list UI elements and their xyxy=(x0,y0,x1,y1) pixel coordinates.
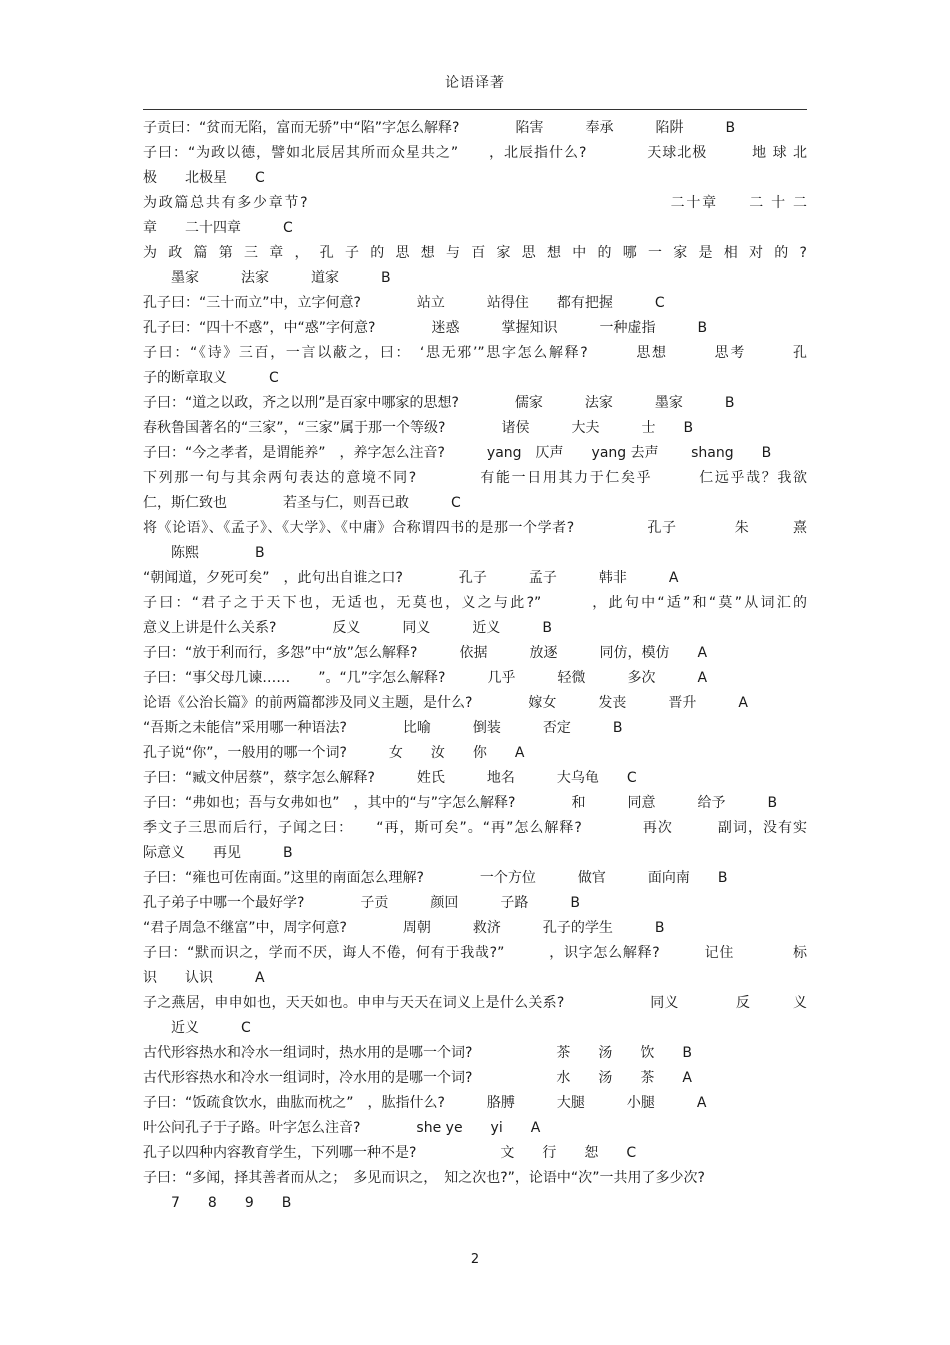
question-line: 子曰：“臧文仲居蔡”，蔡字怎么解释? 姓氏 地名 大乌龟 C xyxy=(143,770,637,786)
question-line: 子的断章取义 C xyxy=(143,370,279,386)
question-line: 古代形容热水和冷水一组词时，冷水用的是哪一个词? 水 汤 茶 A xyxy=(143,1070,693,1086)
question-line: 子曰：“弗如也；吾与女弗如也” ，其中的“与”字怎么解释? 和 同意 给予 B xyxy=(143,795,778,811)
question-line: 子曰：“道之以政，齐之以刑”是百家中哪家的思想? 儒家 法家 墨家 B xyxy=(143,395,735,411)
question-line: 孔子曰：“三十而立”中，立字何意? 站立 站得住 都有把握 C xyxy=(143,295,665,311)
question-list xyxy=(143,116,807,1216)
question-line: 将《论语》、《孟子》、《大学》、《中庸》合称谓四书的是那一个学者? 孔子 朱 熹 xyxy=(143,520,807,536)
question-line: 际意义 再见 B xyxy=(143,845,293,861)
question-line: 子曰：“事父母几谏…… ”。“几”字怎么解释? 几乎 轻微 多次 A xyxy=(143,670,708,686)
question-line: 墨家 法家 道家 B xyxy=(143,270,391,286)
question-line: 子曰：“为政以德，譬如北辰居其所而众星共之” ，北辰指什么? 天球北极 地 球 北 xyxy=(143,145,807,161)
question-line: “君子周急不继富”中，周字何意? 周朝 救济 孔子的学生 B xyxy=(143,920,665,936)
header-divider xyxy=(143,109,807,110)
question-line: 子曰：“《诗》三百，一言以蔽之，曰： ‘思无邪’”思字怎么解释? 思想 思考 孔 xyxy=(143,345,807,361)
question-line: 意义上讲是什么关系? 反义 同义 近义 B xyxy=(143,620,553,636)
question-line: 孔子说“你”，一般用的哪一个词? 女 汝 你 A xyxy=(143,745,525,761)
question-line: 孔子曰：“四十不惑”，中“惑”字何意? 迷惑 掌握知识 一种虚指 B xyxy=(143,320,708,336)
question-line: 为 政 篇 第 三 章 ， 孔 子 的 思 想 与 百 家 思 想 中 的 哪 一 家 是 相 对 的 ? xyxy=(143,245,807,261)
question-line: 子贡曰：“贫而无陷，富而无骄”中“陷”字怎么解释? 陷害 奉承 陷阱 B xyxy=(143,120,736,136)
question-line: 季文子三思而后行，子闻之曰： “再，斯可矣”。“再”怎么解释? 再次 副词，没有实 xyxy=(143,820,807,836)
question-line: 子曰：“今之孝者，是谓能养” ，养字怎么注音? yang 仄声 yang 去声 shang B xyxy=(143,445,772,461)
question-line: 陈熙 B xyxy=(143,545,265,561)
page-header-title: 论语译著 xyxy=(445,75,505,91)
question-line: 识 认识 A xyxy=(143,970,265,986)
question-line: “吾斯之未能信”采用哪一种语法? 比喻 倒装 否定 B xyxy=(143,720,623,736)
question-line: 下列那一句与其余两句表达的意境不同? 有能一日用其力于仁矣乎 仁远乎哉？我欲 xyxy=(143,470,807,486)
question-line: 子曰：“君子之于天下也，无适也，无莫也，义之与此?” ，此句中“适”和“莫”从词汇的 xyxy=(143,595,807,611)
question-line: 子之燕居，申申如也，天天如也。申申与天天在词义上是什么关系? 同义 反 义 xyxy=(143,995,807,1011)
question-line: 子曰：“雍也可佐南面。”这里的南面怎么理解? 一个方位 做官 面向南 B xyxy=(143,870,728,886)
question-line: 古代形容热水和冷水一组词时，热水用的是哪一个词? 茶 汤 饮 B xyxy=(143,1045,693,1061)
page-number: 2 xyxy=(470,1252,480,1267)
question-line: 7 8 9 B xyxy=(143,1195,292,1211)
question-line: 孔子以四种内容教育学生，下列哪一种不是? 文 行 恕 C xyxy=(143,1145,637,1161)
question-line: 仁，斯仁致也 若圣与仁，则吾已敢 C xyxy=(143,495,461,511)
question-line: 章 二十四章 C xyxy=(143,220,293,236)
question-line: 叶公问孔子于子路。叶字怎么注音? she ye yi A xyxy=(143,1120,541,1136)
question-line: 孔子弟子中哪一个最好学? 子贡 颜回 子路 B xyxy=(143,895,581,911)
question-line: 极 北极星 C xyxy=(143,170,265,186)
question-line: 子曰：“放于利而行，多怨”中“放”怎么解释? 依据 放逐 同仿，模仿 A xyxy=(143,645,708,661)
question-line: 子曰：“默而识之，学而不厌，诲人不倦，何有于我哉?” ，识字怎么解释? 记住 标 xyxy=(143,945,807,961)
question-line: 为政篇总共有多少章节? 二十章 二 十 二 xyxy=(143,195,807,211)
question-line: 论语《公治长篇》的前两篇都涉及同义主题，是什么? 嫁女 发丧 晋升 A xyxy=(143,695,749,711)
question-line: 近义 C xyxy=(143,1020,251,1036)
question-line: “朝闻道，夕死可矣” ，此句出自谁之口? 孔子 孟子 韩非 A xyxy=(143,570,679,586)
question-line: 子曰：“多闻，择其善者而从之； 多见而识之， 知之次也?”，论语中“次”一共用了多少次? xyxy=(143,1170,705,1186)
question-line: 春秋鲁国著名的“三家”，“三家”属于那一个等级? 诸侯 大夫 士 B xyxy=(143,420,694,436)
question-line: 子曰：“饭疏食饮水，曲肱而枕之” ，肱指什么? 胳膊 大腿 小腿 A xyxy=(143,1095,707,1111)
